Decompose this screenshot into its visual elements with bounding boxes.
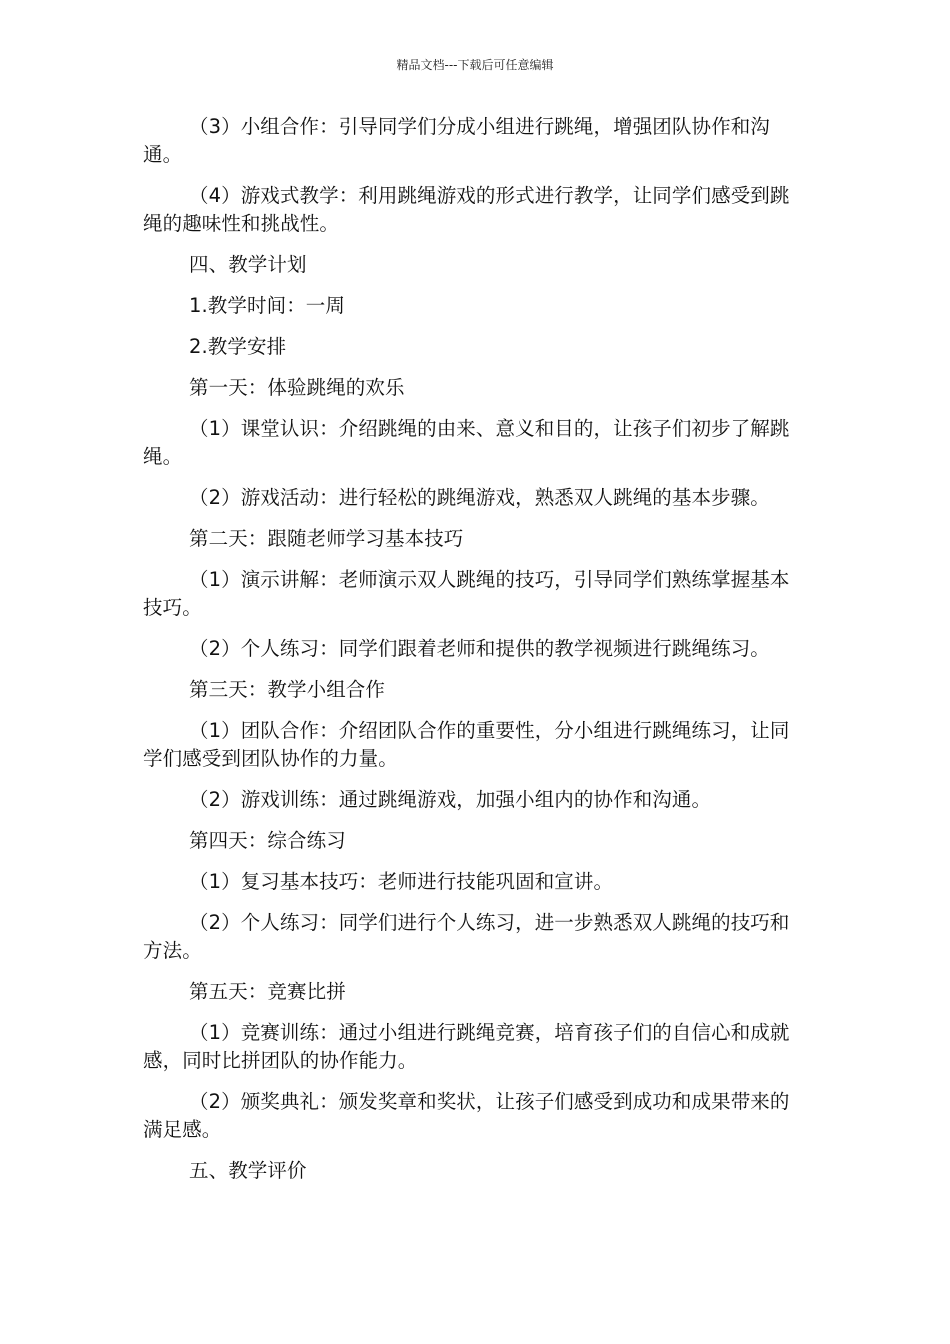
day2-item-1: （1）演示讲解：老师演示双人跳绳的技巧，引导同学们熟练掌握基本技巧。 [143,568,790,619]
section-heading-teaching-evaluation: 五、教学评价 [189,1159,307,1182]
day-heading-2: 第二天：跟随老师学习基本技巧 [189,527,464,550]
day2-item-2: （2）个人练习：同学们跟着老师和提供的教学视频进行跳绳练习。 [189,637,770,660]
day1-item-1: （1）课堂认识：介绍跳绳的由来、意义和目的，让孩子们初步了解跳绳。 [143,417,790,468]
page-header: 精品文档---下载后可任意编辑 [396,58,554,72]
day5-item-2: （2）颁奖典礼：颁发奖章和奖状，让孩子们感受到成功和成果带来的满足感。 [143,1090,790,1141]
day-heading-4: 第四天：综合练习 [189,829,346,852]
day4-item-2: （2）个人练习：同学们进行个人练习，进一步熟悉双人跳绳的技巧和方法。 [143,911,790,962]
day-heading-3: 第三天：教学小组合作 [189,678,386,701]
day4-item-1: （1）复习基本技巧：老师进行技能巩固和宣讲。 [189,870,614,893]
paragraph-game-teaching: （4）游戏式教学：利用跳绳游戏的形式进行教学，让同学们感受到跳绳的趣味性和挑战性。 [143,184,790,235]
day-heading-1: 第一天：体验跳绳的欢乐 [189,376,405,399]
paragraph-group-cooperation: （3）小组合作：引导同学们分成小组进行跳绳，增强团队协作和沟通。 [143,115,770,166]
day3-item-1: （1）团队合作：介绍团队合作的重要性，分小组进行跳绳练习，让同学们感受到团队协作的力量。 [143,719,790,770]
document-body [143,113,807,1198]
day3-item-2: （2）游戏训练：通过跳绳游戏，加强小组内的协作和沟通。 [189,788,712,811]
day1-item-2: （2）游戏活动：进行轻松的跳绳游戏，熟悉双人跳绳的基本步骤。 [189,486,770,509]
paragraph-teaching-time: 1.教学时间：一周 [189,294,346,317]
paragraph-teaching-arrangement: 2.教学安排 [189,335,287,358]
section-heading-teaching-plan: 四、教学计划 [189,253,307,276]
day-heading-5: 第五天：竞赛比拼 [189,980,346,1003]
day5-item-1: （1）竞赛训练：通过小组进行跳绳竞赛，培育孩子们的自信心和成就感，同时比拼团队的协作能力。 [143,1021,790,1072]
